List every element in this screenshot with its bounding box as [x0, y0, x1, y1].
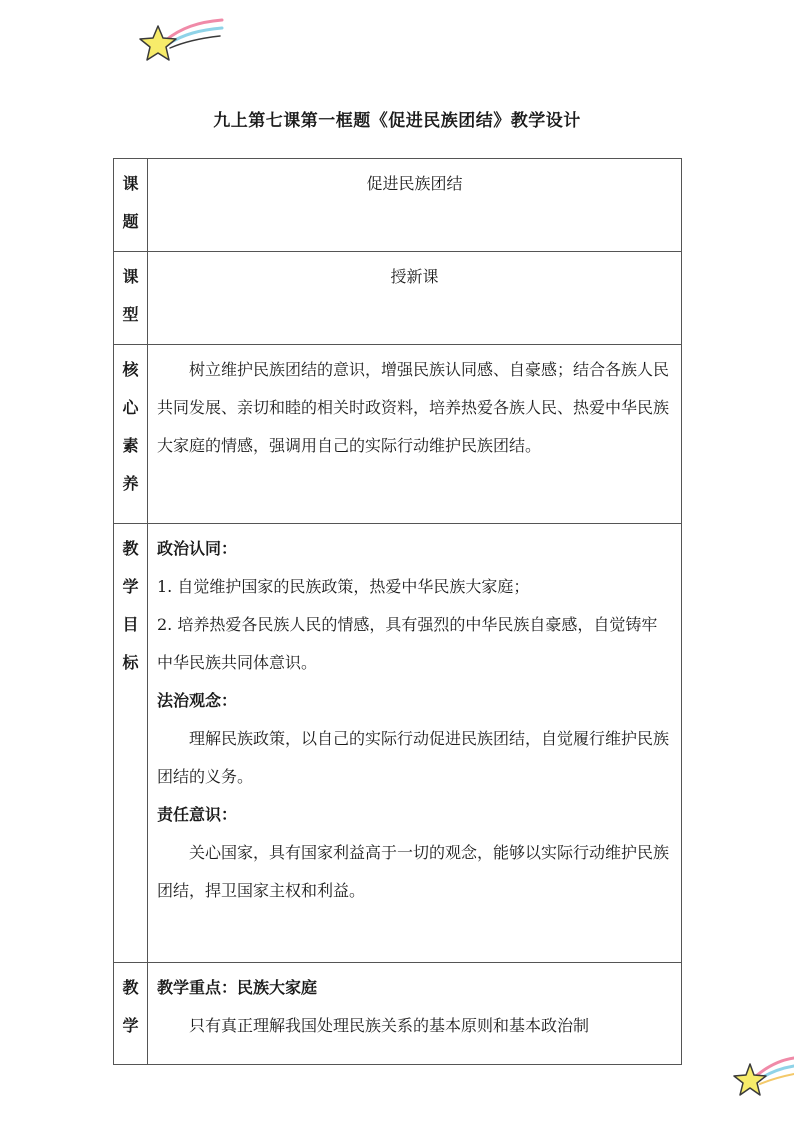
political-identity-heading: 政治认同： [157, 539, 238, 558]
label-key-points: 教 学 [114, 963, 148, 1065]
core-literacy-text: 树立维护民族团结的意识，增强民族认同感、自豪感；结合各族人民共同发展、亲切和睦的相关时政资料，培养热爱各族人民、热爱中华民族大家庭的情感，强调用自己的实际行动维护民族团结。 [157, 360, 670, 455]
document-title: 九上第七课第一框题《促进民族团结》教学设计 [213, 111, 581, 131]
key-points-text: 只有真正理解我国处理民族关系的基本原则和基本政治制 [189, 1016, 590, 1035]
topic-value: 促进民族团结 [148, 159, 682, 252]
responsibility-heading: 责任意识： [157, 805, 238, 824]
table-row-key-points [114, 963, 682, 1065]
lesson-plan-table [113, 158, 682, 1065]
type-value: 授新课 [148, 252, 682, 345]
table-row-teaching-goals [114, 524, 682, 963]
law-concept-heading: 法治观念： [157, 691, 238, 710]
key-points-heading: 教学重点：民族大家庭 [157, 978, 318, 997]
shooting-star-icon [136, 14, 226, 64]
label-topic: 课 题 [114, 159, 148, 252]
label-type: 课 型 [114, 252, 148, 345]
law-concept-text: 理解民族政策，以自己的实际行动促进民族团结，自觉履行维护民族团结的义务。 [157, 729, 670, 786]
political-item-1: 1. 自觉维护国家的民族政策，热爱中华民族大家庭； [157, 577, 530, 596]
responsibility-text: 关心国家，具有国家利益高于一切的观念，能够以实际行动维护民族团结，捍卫国家主权和利益。 [157, 843, 670, 900]
label-core-literacy: 核 心 素 养 [114, 345, 148, 524]
label-teaching-goals: 教 学 目 标 [114, 524, 148, 963]
table-row-topic [114, 159, 682, 252]
table-row-core-literacy [114, 345, 682, 524]
shooting-star-icon [730, 1052, 794, 1100]
political-item-2: 2. 培养热爱各民族人民的情感，具有强烈的中华民族自豪感，自觉铸牢中华民族共同体意识。 [157, 615, 658, 672]
table-row-type [114, 252, 682, 345]
